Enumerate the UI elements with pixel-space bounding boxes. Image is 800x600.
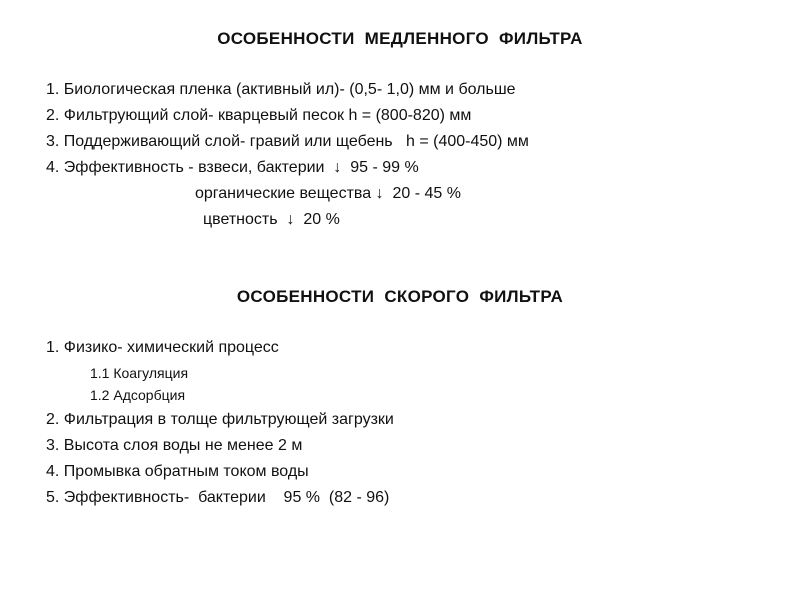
slow-filter-item-2: 2. Фильтрующий слой- кварцевый песок h = (800-820) мм — [46, 107, 472, 124]
fast-filter-item-4: 4. Промывка обратным током воды — [46, 463, 309, 480]
fast-filter-item-2: 2. Фильтрация в толще фильтрующей загрузки — [46, 411, 394, 428]
slow-filter-efficiency-organic: органические вещества ↓ 20 - 45 % — [195, 185, 461, 202]
slow-filter-item-4: 4. Эффективность - взвеси, бактерии ↓ 95 - 99 % — [46, 159, 419, 176]
fast-filter-subitem-2: 1.2 Адсорбция — [90, 387, 186, 403]
fast-filter-subitem-1: 1.1 Коагуляция — [90, 365, 189, 381]
fast-filter-item-1: 1. Физико- химический процесс — [46, 339, 279, 356]
fast-filter-item-3: 3. Высота слоя воды не менее 2 м — [46, 437, 303, 454]
slow-filter-item-1: 1. Биологическая пленка (активный ил)- (0,5- 1,0) мм и больше — [46, 81, 516, 98]
fast-filter-item-5: 5. Эффективность- бактерии 95 % (82 - 96) — [46, 489, 390, 506]
fast-filter-title: ОСОБЕННОСТИ СКОРОГО ФИЛЬТРА — [236, 287, 564, 306]
slow-filter-title: ОСОБЕННОСТИ МЕДЛЕННОГО ФИЛЬТРА — [217, 29, 583, 48]
slow-filter-efficiency-color: цветность ↓ 20 % — [203, 211, 340, 228]
slow-filter-item-3: 3. Поддерживающий слой- гравий или щебень h = (400-450) мм — [46, 133, 529, 150]
